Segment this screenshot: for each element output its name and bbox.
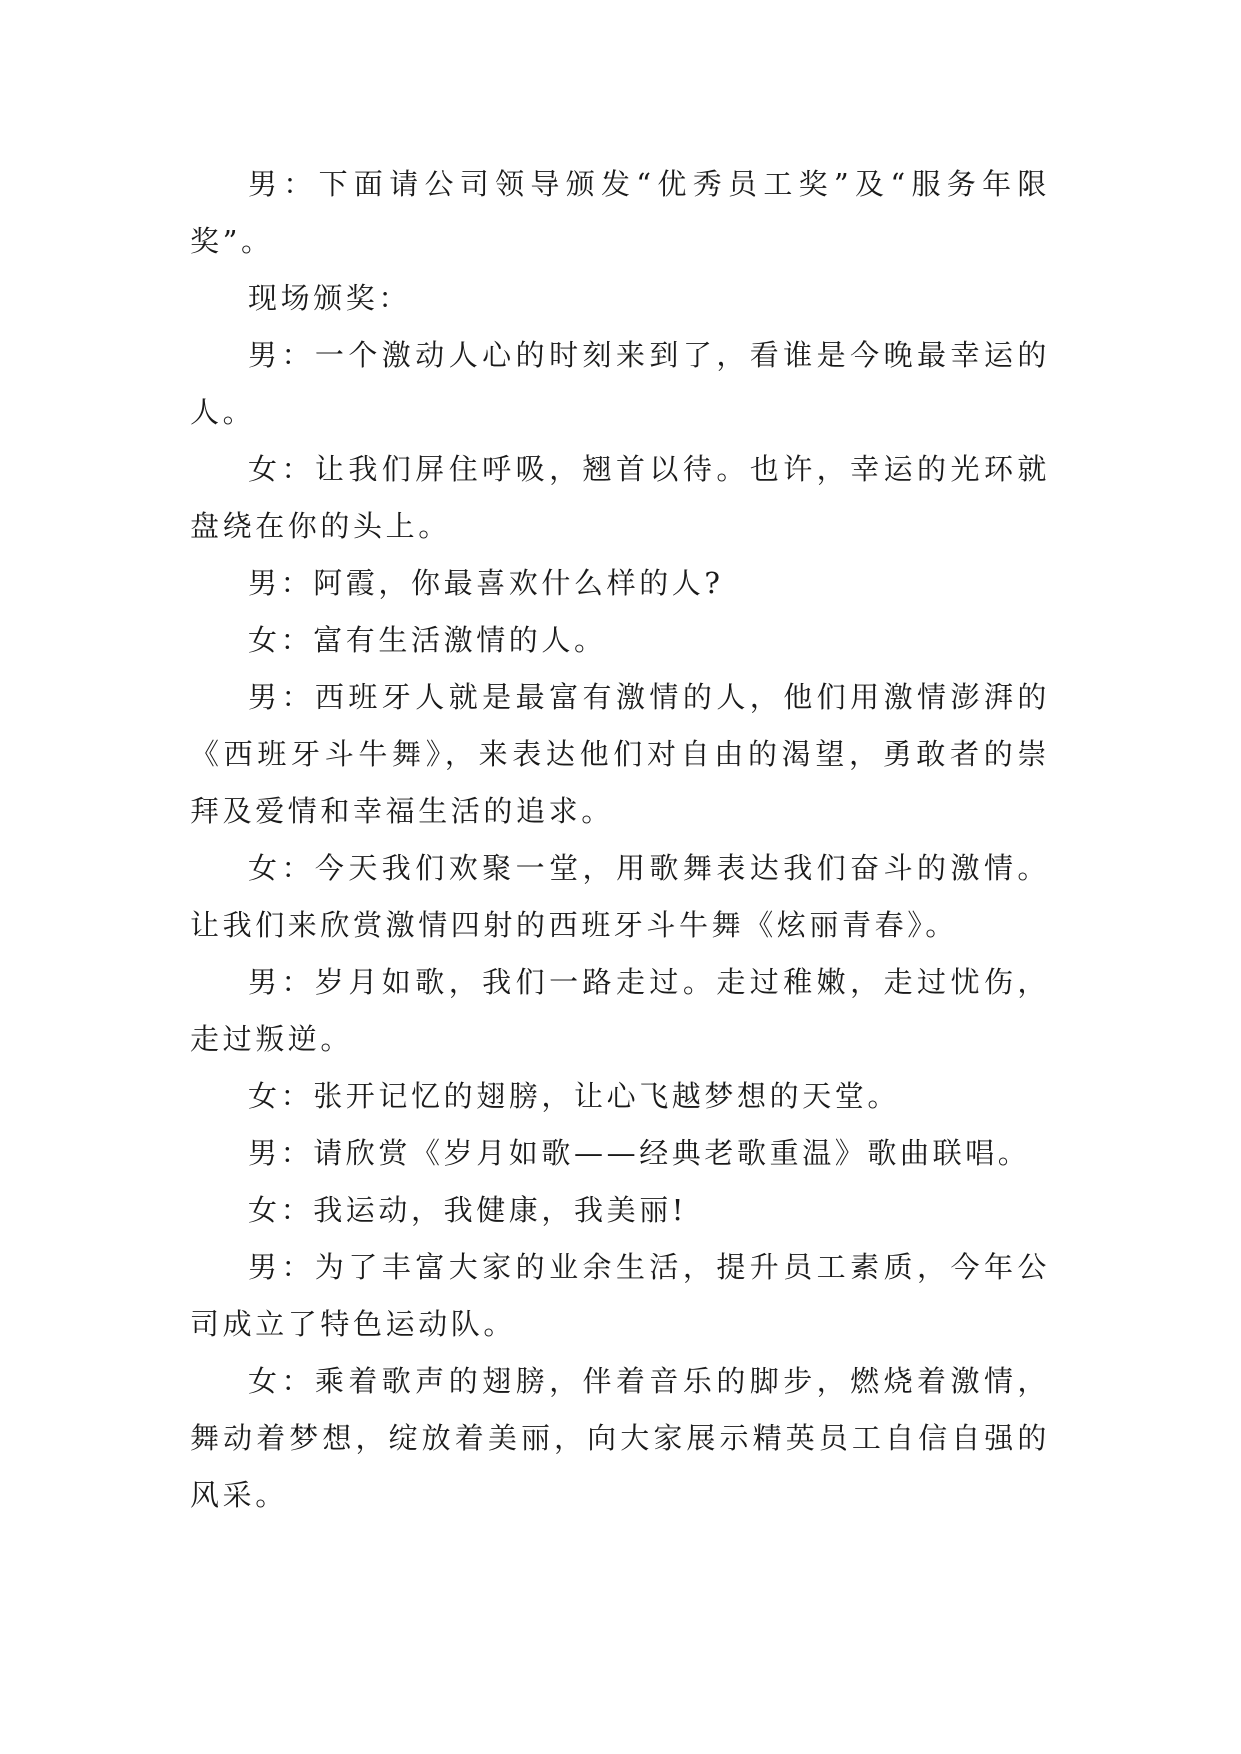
paragraph-sports-team: 男：为了丰富大家的业余生活，提升员工素质，今年公司成立了特色运动队。 bbox=[190, 1250, 1050, 1341]
paragraph-question: 男：阿霞，你最喜欢什么样的人? bbox=[248, 566, 724, 600]
paragraph-song-medley: 男：请欣赏《岁月如歌——经典老歌重温》歌曲联唱。 bbox=[248, 1136, 1031, 1170]
paragraph-exercise: 女：我运动，我健康，我美丽! bbox=[248, 1193, 688, 1227]
paragraph-years-like-song: 男：岁月如歌，我们一路走过。走过稚嫩，走过忧伤，走过叛逆。 bbox=[190, 965, 1050, 1056]
paragraph-spanish-dance: 男：西班牙人就是最富有激情的人，他们用激情澎湃的《西班牙斗牛舞》，来表达他们对自由的渴望，勇敢者的崇拜及爱情和幸福生活的追求。 bbox=[190, 680, 1050, 828]
paragraph-hold-breath: 女：让我们屏住呼吸，翘首以待。也许，幸运的光环就盘绕在你的头上。 bbox=[190, 452, 1050, 543]
document-body bbox=[190, 156, 1050, 1524]
paragraph-gathering: 女：今天我们欢聚一堂，用歌舞表达我们奋斗的激情。让我们来欣赏激情四射的西班牙斗牛舞《炫丽青春》。 bbox=[190, 851, 1050, 942]
paragraph-showcase: 女：乘着歌声的翅膀，伴着音乐的脚步，燃烧着激情，舞动着梦想，绽放着美丽，向大家展示精英员工自信自强的风采。 bbox=[190, 1364, 1050, 1512]
paragraph-award-announcement: 男：下面请公司领导颁发“优秀员工奖”及“服务年限奖”。 bbox=[190, 167, 1050, 258]
paragraph-answer: 女：富有生活激情的人。 bbox=[248, 623, 607, 657]
paragraph-award-onsite: 现场颁奖： bbox=[248, 281, 412, 315]
paragraph-memory-wings: 女：张开记忆的翅膀，让心飞越梦想的天堂。 bbox=[248, 1079, 901, 1113]
paragraph-lucky-moment: 男：一个激动人心的时刻来到了，看谁是今晚最幸运的人。 bbox=[190, 338, 1050, 429]
